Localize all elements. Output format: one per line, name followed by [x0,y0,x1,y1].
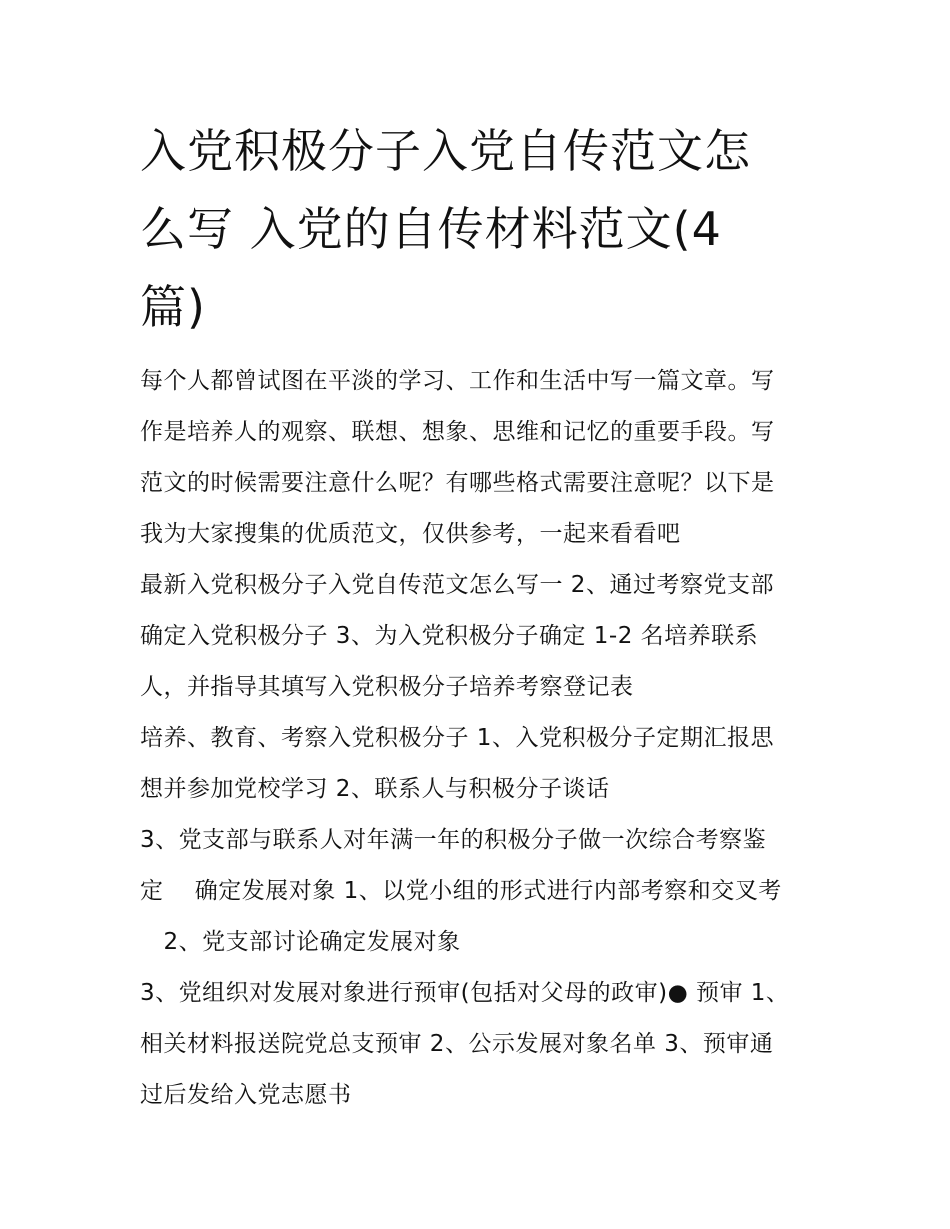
title-line: 么写 入党的自传材料范文(4 [140,202,722,256]
intro-paragraph [140,356,820,560]
text-line: 3、党支部与联系人对年满一年的积极分子做一次综合考察鉴 [140,827,767,853]
text-line: 定 确定发展对象 1、以党小组的形式进行内部考察和交叉考 [140,878,782,904]
text-line: 2、党支部讨论确定发展对象 [140,929,461,955]
text-line: 我为大家搜集的优质范文，仅供参考，一起来看看吧 [140,521,681,547]
text-line: 每个人都曾试图在平淡的学习、工作和生活中写一篇文章。写 [140,368,775,394]
text-line: 过后发给入党志愿书 [140,1082,352,1108]
title-line: 篇) [140,280,206,334]
text-line: 相关材料报送院党总支预审 2、公示发展对象名单 3、预审通 [140,1031,774,1057]
text-line: 作是培养人的观察、联想、想象、思维和记忆的重要手段。写 [140,419,775,445]
paragraph [140,815,820,968]
paragraph [140,968,820,1121]
text-line: 人，并指导其填写入党积极分子培养考察登记表 [140,674,634,700]
paragraph [140,560,820,713]
text-line: 培养、教育、考察入党积极分子 1、入党积极分子定期汇报思 [140,725,774,751]
document-body [140,356,820,1121]
text-line: 最新入党积极分子入党自传范文怎么写一 2、通过考察党支部 [140,572,774,598]
document-title [140,112,820,346]
text-line: 范文的时候需要注意什么呢？有哪些格式需要注意呢？以下是 [140,470,775,496]
title-line: 入党积极分子入党自传范文怎 [140,124,751,178]
paragraph [140,713,820,815]
text-line: 想并参加党校学习 2、联系人与积极分子谈话 [140,776,610,802]
text-line: 3、党组织对发展对象进行预审(包括对父母的政审)● 预审 1、 [140,980,790,1006]
text-line: 确定入党积极分子 3、为入党积极分子确定 1-2 名培养联系 [140,623,759,649]
